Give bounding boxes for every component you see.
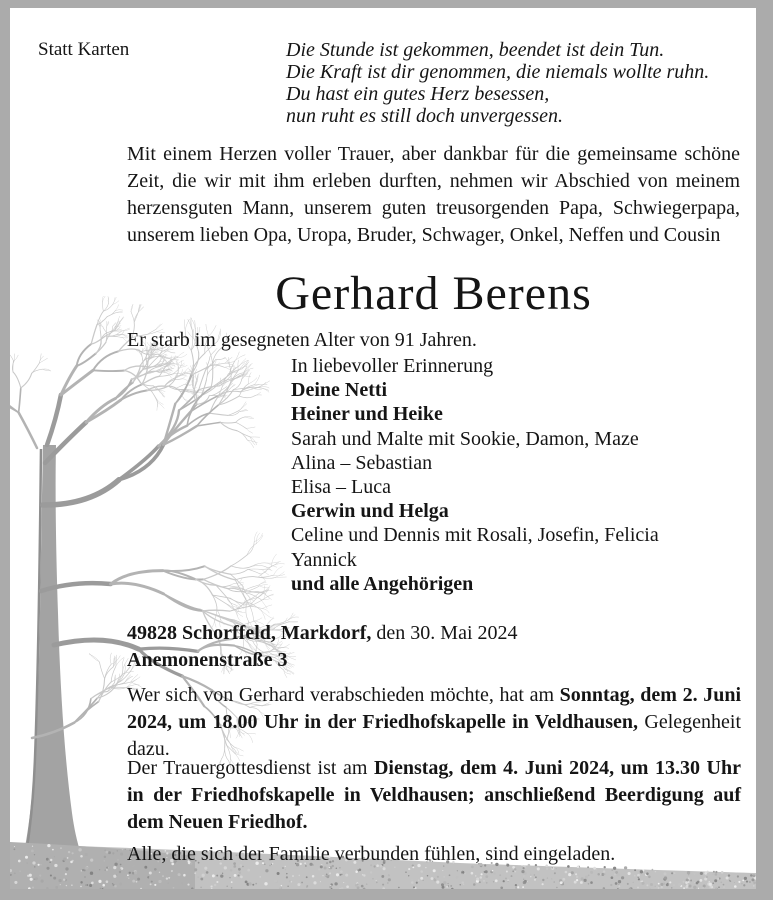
poem-line-2: Die Kraft ist dir genommen, die niemals wollte ruhn. (286, 61, 710, 83)
address-block (127, 620, 518, 674)
farewell-datetime: Sonntag, dem 2. Juni 2024, um 18.00 Uhr in der Friedhofskapelle in Veldhausen, (127, 684, 741, 733)
mourner-entry: und alle Angehörigen (291, 572, 474, 595)
farewell-post: Gelegenheit dazu. (127, 711, 742, 760)
poem-line-4: nun ruht es still doch unvergessen. (286, 105, 564, 127)
mourner-entry: Deine Netti (291, 379, 388, 402)
deceased-name: Gerhard Berens (275, 267, 592, 320)
mourner-entry: Alina – Sebastian (291, 451, 433, 474)
mourner-entry: Heiner und Heike (291, 403, 443, 426)
farewell-paragraph (127, 682, 741, 763)
farewell-pre: Wer sich von Gerhard verabschieden möchte, hat am (127, 684, 560, 706)
poem-line-1: Die Stunde ist gekommen, beendet ist dein Tun. (286, 39, 665, 61)
statt-karten-note: Statt Karten (38, 39, 130, 60)
poem-line-3: Du hast ein gutes Herz besessen, (286, 83, 550, 105)
service-pre: Der Trauergottesdienst ist am (127, 757, 374, 779)
obituary-page (10, 8, 756, 889)
mourner-entry: Elisa – Luca (291, 476, 391, 499)
mourners-heading: In liebevoller Erinnerung (291, 355, 494, 377)
mourner-entry: Yannick (291, 548, 357, 571)
closing-line: Alle, die sich der Familie verbunden fühlen, sind eingeladen. (127, 843, 616, 865)
memorial-poem (286, 39, 709, 127)
intro-paragraph: Mit einem Herzen voller Trauer, aber dankbar für die gemeinsame schöne Zeit, die wir mit ihm erleben durften, nehmen wir Abschied von meinem herzensguten Mann, unserem guten treusorgenden Papa, Schwiegerpapa, unserem lieben Opa, Uropa, Bruder, Schwager, Onkel, Neffen und Cousin (127, 143, 740, 246)
mourner-entry: Gerwin und Helga (291, 500, 449, 523)
service-datetime: Dienstag, dem 4. Juni 2024, um 13.30 Uhr in der Friedhofskapelle in Veldhausen; anschließend Beerdigung auf dem Neuen Friedhof. (127, 757, 741, 833)
notice-date: den 30. Mai 2024 (371, 622, 518, 644)
mourner-entry: Celine und Dennis mit Rosali, Josefin, Felicia (291, 524, 659, 547)
address-city: 49828 Schorffeld, Markdorf, (127, 622, 372, 644)
age-line: Er starb im gesegneten Alter von 91 Jahren. (127, 329, 477, 351)
service-paragraph (127, 755, 741, 836)
mourners-list (291, 354, 659, 596)
address-line-2: Anemonenstraße 3 (127, 649, 288, 671)
address-line-1 (127, 620, 518, 647)
mourner-entry: Sarah und Malte mit Sookie, Damon, Maze (291, 427, 639, 450)
